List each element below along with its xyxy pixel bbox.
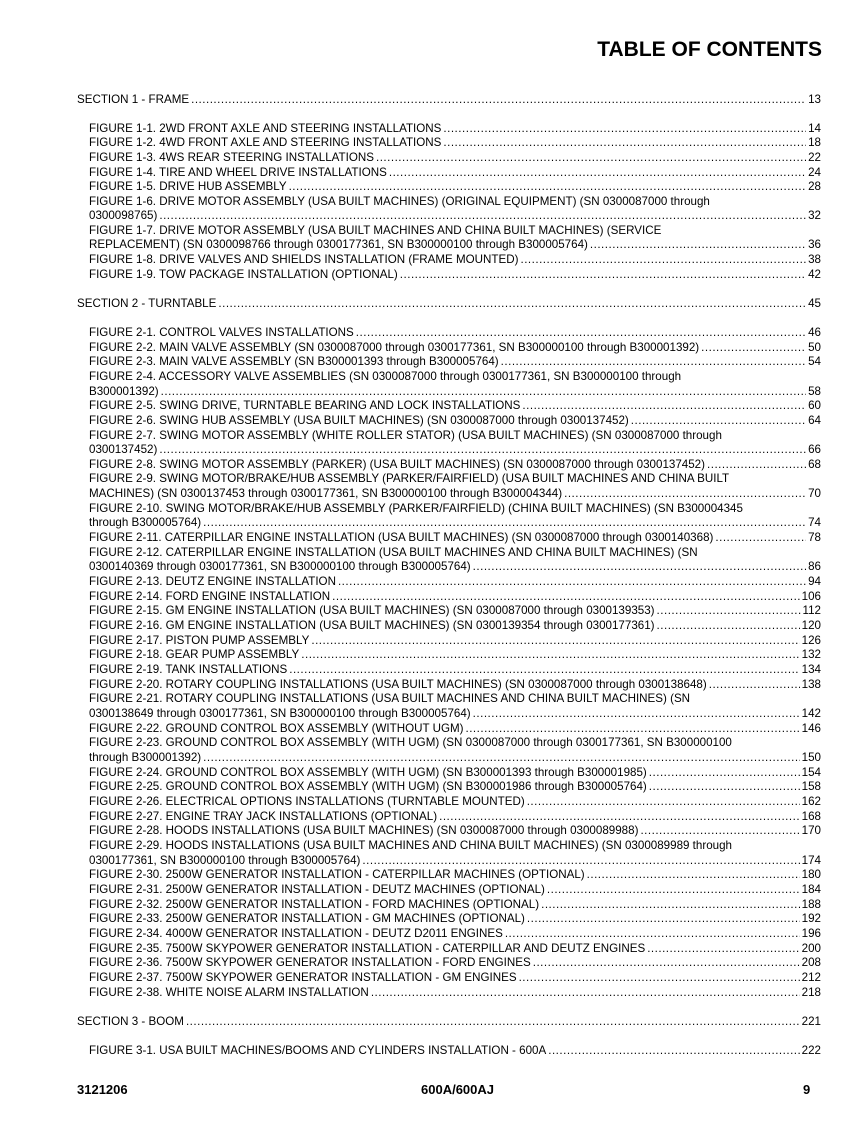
dot-leader	[159, 209, 806, 223]
toc-figure-entry[interactable]	[89, 355, 821, 369]
toc-page-number: 120	[801, 619, 821, 632]
dot-leader	[522, 399, 806, 413]
dot-leader	[590, 238, 806, 252]
toc-entry-line	[89, 370, 681, 384]
dot-leader	[527, 795, 800, 809]
toc-figure-entry[interactable]	[89, 722, 821, 736]
dot-leader	[541, 898, 800, 912]
toc-entry-text: 0300098765)	[89, 209, 158, 222]
toc-page-number: 64	[808, 414, 821, 427]
dot-leader	[356, 326, 806, 340]
toc-figure-entry[interactable]	[89, 927, 821, 941]
toc-entry-text: SECTION 1 - FRAME	[77, 93, 190, 106]
toc-page-number: 70	[808, 487, 821, 500]
toc-page-number: 42	[808, 268, 821, 281]
toc-page-number: 170	[801, 824, 821, 837]
toc-entry-text: FIGURE 1-2. 4WD FRONT AXLE AND STEERING INSTALLATIONS	[89, 136, 442, 149]
dot-leader	[520, 253, 806, 267]
dot-leader	[649, 766, 800, 780]
toc-page-number: 22	[808, 151, 821, 164]
toc-entry-text: FIGURE 2-33. 2500W GENERATOR INSTALLATION - GM MACHINES (OPTIONAL)	[89, 912, 525, 925]
toc-figure-entry[interactable]	[89, 341, 821, 355]
toc-entry-text: 0300138649 through 0300177361, SN B300000100 through B300005764)	[89, 707, 471, 720]
toc-entry-text: FIGURE 2-27. ENGINE TRAY JACK INSTALLATIONS (OPTIONAL)	[89, 810, 438, 823]
toc-figure-entry[interactable]	[89, 634, 821, 648]
toc-entry-text: FIGURE 1-1. 2WD FRONT AXLE AND STEERING INSTALLATIONS	[89, 122, 442, 135]
toc-entry-text: FIGURE 2-30. 2500W GENERATOR INSTALLATION - CATERPILLAR MACHINES (OPTIONAL)	[89, 868, 585, 881]
dot-leader	[376, 151, 806, 165]
dot-leader	[587, 868, 800, 882]
dot-leader	[203, 516, 806, 530]
dot-leader	[505, 927, 800, 941]
dot-leader	[332, 590, 800, 604]
toc-figure-entry[interactable]	[89, 487, 821, 501]
toc-figure-entry[interactable]	[89, 942, 821, 956]
toc-entry-text: FIGURE 1-4. TIRE AND WHEEL DRIVE INSTALLATIONS	[89, 166, 387, 179]
dot-leader	[547, 883, 800, 897]
toc-entry-text: FIGURE 2-25. GROUND CONTROL BOX ASSEMBLY (WITH UGM) (SN B300001986 through B300005764)	[89, 780, 647, 793]
toc-entry-text: FIGURE 1-3. 4WS REAR STEERING INSTALLATIONS	[89, 151, 374, 164]
dot-leader	[186, 1015, 800, 1029]
toc-section-entry[interactable]	[77, 1015, 821, 1029]
toc-entry-text: 0300140369 through 0300177361, SN B300000100 through B300005764)	[89, 560, 471, 573]
dot-leader	[159, 443, 806, 457]
toc-page-number: 68	[808, 458, 821, 471]
toc-page-number: 146	[801, 722, 821, 735]
dot-leader	[701, 341, 806, 355]
toc-entry-text: FIGURE 2-14. FORD ENGINE INSTALLATION	[89, 590, 331, 603]
toc-section-entry[interactable]	[77, 297, 821, 311]
toc-page-number: 78	[808, 531, 821, 544]
toc-page-number: 18	[808, 136, 821, 149]
dot-leader	[548, 1044, 799, 1058]
toc-entry-text: FIGURE 2-13. DEUTZ ENGINE INSTALLATION	[89, 575, 336, 588]
dot-leader	[443, 122, 806, 136]
toc-entry-text: FIGURE 2-26. ELECTRICAL OPTIONS INSTALLATIONS (TURNTABLE MOUNTED)	[89, 795, 525, 808]
toc-figure-entry[interactable]	[89, 795, 821, 809]
toc-entry-text: FIGURE 2-17. PISTON PUMP ASSEMBLY	[89, 634, 310, 647]
dot-leader	[289, 180, 807, 194]
toc-page-number: 158	[801, 780, 821, 793]
toc-entry-text: FIGURE 2-4. ACCESSORY VALVE ASSEMBLIES (SN 0300087000 through 0300177361, SN B300000100 through	[89, 370, 682, 383]
dot-leader	[400, 268, 806, 282]
dot-leader	[564, 487, 806, 501]
dot-leader	[709, 678, 800, 692]
toc-entry-text: FIGURE 2-36. 7500W SKYPOWER GENERATOR INSTALLATION - FORD ENGINES	[89, 956, 531, 969]
dot-leader	[389, 166, 806, 180]
dot-leader	[533, 956, 800, 970]
toc-page-number: 24	[808, 166, 821, 179]
toc-entry-text: FIGURE 2-23. GROUND CONTROL BOX ASSEMBLY (WITH UGM) (SN 0300087000 through 0300177361, SN B300000100	[89, 736, 732, 749]
toc-entry-text: FIGURE 2-6. SWING HUB ASSEMBLY (USA BUILT MACHINES) (SN 0300087000 through 0300137452)	[89, 414, 629, 427]
toc-entry-text: FIGURE 1-7. DRIVE MOTOR ASSEMBLY (USA BUILT MACHINES AND CHINA BUILT MACHINES) (SERVICE	[89, 224, 662, 237]
toc-entry-text: FIGURE 2-18. GEAR PUMP ASSEMBLY	[89, 648, 300, 661]
toc-page-number: 14	[808, 122, 821, 135]
toc-figure-entry[interactable]	[89, 678, 821, 692]
dot-leader	[338, 575, 806, 589]
toc-entry-line	[89, 839, 732, 853]
toc-figure-entry[interactable]	[89, 136, 821, 150]
toc-entry-text: FIGURE 2-35. 7500W SKYPOWER GENERATOR INSTALLATION - CATERPILLAR AND DEUTZ ENGINES	[89, 942, 646, 955]
toc-figure-entry[interactable]	[89, 326, 821, 340]
toc-entry-text: SECTION 2 - TURNTABLE	[77, 297, 217, 310]
toc-entry-line	[89, 692, 690, 706]
toc-page-number: 66	[808, 443, 821, 456]
toc-figure-entry[interactable]	[89, 458, 821, 472]
toc-entry-text: FIGURE 2-2. MAIN VALVE ASSEMBLY (SN 0300087000 through 0300177361, SN B300000100 through B300001392)	[89, 341, 700, 354]
toc-figure-entry[interactable]	[89, 854, 821, 868]
toc-page-number: 168	[801, 810, 821, 823]
toc-entry-text: MACHINES) (SN 0300137453 through 0300177361, SN B300000100 through B300004344)	[89, 487, 563, 500]
footer-model: 600A/600AJ	[421, 1082, 494, 1097]
dot-leader	[631, 414, 806, 428]
toc-figure-entry[interactable]	[89, 604, 821, 618]
dot-leader	[519, 971, 800, 985]
toc-entry-text: FIGURE 2-3. MAIN VALVE ASSEMBLY (SN B300001393 through B300005764)	[89, 355, 499, 368]
toc-entry-text: FIGURE 2-31. 2500W GENERATOR INSTALLATION - DEUTZ MACHINES (OPTIONAL)	[89, 883, 545, 896]
toc-figure-entry[interactable]	[89, 619, 821, 633]
dot-leader	[301, 648, 799, 662]
toc-entry-text: FIGURE 2-11. CATERPILLAR ENGINE INSTALLATION (USA BUILT MACHINES) (SN 0300087000 through 0300140368)	[89, 531, 714, 544]
dot-leader	[371, 986, 800, 1000]
toc-entry-text: B300001392)	[89, 385, 159, 398]
toc-entry-text: FIGURE 2-29. HOODS INSTALLATIONS (USA BUILT MACHINES AND CHINA BUILT MACHINES) (SN 0300089989 through	[89, 839, 733, 852]
toc-entry-text: 0300177361, SN B300000100 through B300005764)	[89, 854, 361, 867]
toc-page-number: 188	[801, 898, 821, 911]
dot-leader	[203, 751, 799, 765]
toc-page-number: 126	[801, 634, 821, 647]
dot-leader	[715, 531, 806, 545]
toc-entry-line	[89, 736, 732, 750]
toc-page-number: 150	[801, 751, 821, 764]
dot-leader	[289, 663, 799, 677]
toc-page-number: 222	[801, 1044, 821, 1057]
toc-entry-text: FIGURE 2-24. GROUND CONTROL BOX ASSEMBLY (WITH UGM) (SN B300001393 through B300001985)	[89, 766, 647, 779]
toc-figure-entry[interactable]	[89, 663, 821, 677]
toc-page-number: 221	[801, 1015, 821, 1028]
dot-leader	[707, 458, 806, 472]
toc-page-number: 138	[801, 678, 821, 691]
toc-page-number: 38	[808, 253, 821, 266]
toc-entry-text: FIGURE 2-16. GM ENGINE INSTALLATION (USA BUILT MACHINES) (SN 0300139354 through 0300177361)	[89, 619, 655, 632]
toc-page-number: 154	[801, 766, 821, 779]
toc-figure-entry[interactable]	[89, 971, 821, 985]
toc-page-number: 45	[808, 297, 821, 310]
toc-page-number: 208	[801, 956, 821, 969]
toc-section-entry[interactable]	[77, 93, 821, 107]
dot-leader	[465, 722, 799, 736]
toc-page-number: 162	[801, 795, 821, 808]
toc-page-number: 174	[801, 854, 821, 867]
toc-page-number: 196	[801, 927, 821, 940]
toc-page-number: 180	[801, 868, 821, 881]
toc-entry-text: FIGURE 2-15. GM ENGINE INSTALLATION (USA BUILT MACHINES) (SN 0300087000 through 0300139353)	[89, 604, 655, 617]
dot-leader	[647, 942, 799, 956]
toc-entry-text: FIGURE 2-37. 7500W SKYPOWER GENERATOR INSTALLATION - GM ENGINES	[89, 971, 517, 984]
dot-leader	[161, 385, 806, 399]
toc-figure-entry[interactable]	[89, 810, 821, 824]
toc-figure-entry[interactable]	[89, 122, 821, 136]
toc-figure-entry[interactable]	[89, 824, 821, 838]
toc-figure-entry[interactable]	[89, 956, 821, 970]
toc-entry-line	[89, 429, 722, 443]
toc-entry-line	[89, 546, 698, 560]
toc-figure-entry[interactable]	[89, 414, 821, 428]
toc-entry-text: FIGURE 2-19. TANK INSTALLATIONS	[89, 663, 288, 676]
toc-entry-text: FIGURE 1-6. DRIVE MOTOR ASSEMBLY (USA BUILT MACHINES) (ORIGINAL EQUIPMENT) (SN 0300087000 through	[89, 195, 710, 208]
dot-leader	[501, 355, 806, 369]
dot-leader	[443, 136, 806, 150]
toc-figure-entry[interactable]	[89, 531, 821, 545]
toc-entry-text: 0300137452)	[89, 443, 158, 456]
toc-figure-entry[interactable]	[89, 868, 821, 882]
toc-page-number: 212	[801, 971, 821, 984]
toc-figure-entry[interactable]	[89, 751, 821, 765]
toc-figure-entry[interactable]	[89, 1044, 821, 1058]
toc-figure-entry[interactable]	[89, 238, 821, 252]
toc-figure-entry[interactable]	[89, 151, 821, 165]
toc-page-number: 60	[808, 399, 821, 412]
toc-page-number: 58	[808, 385, 821, 398]
toc-entry-text: FIGURE 2-32. 2500W GENERATOR INSTALLATION - FORD MACHINES (OPTIONAL)	[89, 898, 540, 911]
toc-entry-text: FIGURE 2-8. SWING MOTOR ASSEMBLY (PARKER) (USA BUILT MACHINES) (SN 0300087000 through 0300137452)	[89, 458, 705, 471]
toc-figure-entry[interactable]	[89, 590, 821, 604]
dot-leader	[362, 854, 799, 868]
toc-page-number: 28	[808, 180, 821, 193]
toc-page-number: 218	[801, 986, 821, 999]
toc-entry-text: FIGURE 2-38. WHITE NOISE ALARM INSTALLATION	[89, 986, 369, 999]
toc-page-number: 94	[808, 575, 821, 588]
toc-page-number: 86	[808, 560, 821, 573]
toc-entry-line	[89, 472, 729, 486]
toc-figure-entry[interactable]	[89, 912, 821, 926]
toc-figure-entry[interactable]	[89, 253, 821, 267]
toc-page-number: 46	[808, 326, 821, 339]
toc-entry-text: FIGURE 2-9. SWING MOTOR/BRAKE/HUB ASSEMBLY (PARKER/FAIRFIELD) (USA BUILT MACHINES AND CHINA BUILT	[89, 472, 730, 485]
toc-entry-text: SECTION 3 - BOOM	[77, 1015, 184, 1028]
dot-leader	[473, 560, 806, 574]
toc-page-number: 132	[801, 648, 821, 661]
toc-figure-entry[interactable]	[89, 166, 821, 180]
toc-entry-text: FIGURE 1-8. DRIVE VALVES AND SHIELDS INSTALLATION (FRAME MOUNTED)	[89, 253, 519, 266]
toc-figure-entry[interactable]	[89, 268, 821, 282]
toc-figure-entry[interactable]	[89, 780, 821, 794]
toc-entry-line	[89, 502, 743, 516]
dot-leader	[657, 619, 800, 633]
dot-leader	[311, 634, 799, 648]
toc-entry-text: FIGURE 3-1. USA BUILT MACHINES/BOOMS AND CYLINDERS INSTALLATION - 600A	[89, 1044, 547, 1057]
toc-entry-text: FIGURE 2-28. HOODS INSTALLATIONS (USA BUILT MACHINES) (SN 0300087000 through 0300089988)	[89, 824, 639, 837]
dot-leader	[218, 297, 806, 311]
dot-leader	[439, 810, 800, 824]
footer-doc-number: 3121206	[77, 1082, 128, 1097]
toc-figure-entry[interactable]	[89, 180, 821, 194]
toc-page-number: 13	[808, 93, 821, 106]
toc-entry-text: FIGURE 2-22. GROUND CONTROL BOX ASSEMBLY (WITHOUT UGM)	[89, 722, 464, 735]
toc-entry-text: FIGURE 2-20. ROTARY COUPLING INSTALLATIONS (USA BUILT MACHINES) (SN 0300087000 through 0300138648)	[89, 678, 707, 691]
dot-leader	[191, 93, 806, 107]
toc-figure-entry[interactable]	[89, 648, 821, 662]
toc-figure-entry[interactable]	[89, 209, 821, 223]
toc-figure-entry[interactable]	[89, 766, 821, 780]
dot-leader	[649, 780, 800, 794]
toc-entry-text: FIGURE 1-5. DRIVE HUB ASSEMBLY	[89, 180, 287, 193]
toc-entry-text: FIGURE 2-5. SWING DRIVE, TURNTABLE BEARING AND LOCK INSTALLATIONS	[89, 399, 521, 412]
toc-page-number: 106	[801, 590, 821, 603]
footer-page-number: 9	[803, 1082, 811, 1097]
toc-entry-text: through B300001392)	[89, 751, 202, 764]
toc-page-number: 200	[801, 942, 821, 955]
toc-page-number: 112	[802, 604, 821, 617]
toc-figure-entry[interactable]	[89, 575, 821, 589]
dot-leader	[473, 707, 800, 721]
toc-figure-entry[interactable]	[89, 883, 821, 897]
toc-page-number: 54	[808, 355, 821, 368]
toc-entry-line	[89, 224, 661, 238]
toc-page-number: 192	[801, 912, 821, 925]
toc-entry-text: through B300005764)	[89, 516, 202, 529]
toc-figure-entry[interactable]	[89, 399, 821, 413]
toc-page-number: 32	[808, 209, 821, 222]
toc-figure-entry[interactable]	[89, 898, 821, 912]
toc-entry-text: FIGURE 2-12. CATERPILLAR ENGINE INSTALLATION (USA BUILT MACHINES AND CHINA BUILT MACHINES) (SN	[89, 546, 698, 559]
toc-entry-text: FIGURE 2-10. SWING MOTOR/BRAKE/HUB ASSEMBLY (PARKER/FAIRFIELD) (CHINA BUILT MACHINES) (SN B300004345	[89, 502, 743, 515]
toc-entry-text: FIGURE 2-7. SWING MOTOR ASSEMBLY (WHITE ROLLER STATOR) (USA BUILT MACHINES) (SN 0300087000 through	[89, 429, 722, 442]
toc-page-number: 36	[808, 238, 821, 251]
toc-entry-text: REPLACEMENT) (SN 0300098766 through 0300177361, SN B300000100 through B300005764)	[89, 238, 588, 251]
toc-entry-text: FIGURE 2-21. ROTARY COUPLING INSTALLATIONS (USA BUILT MACHINES AND CHINA BUILT MACHINES) (SN	[89, 692, 691, 705]
toc-entry-text: FIGURE 1-9. TOW PACKAGE INSTALLATION (OPTIONAL)	[89, 268, 398, 281]
toc-page-number: 74	[808, 516, 821, 529]
toc-figure-entry[interactable]	[89, 516, 821, 530]
toc-page-number: 184	[801, 883, 821, 896]
toc-figure-entry[interactable]	[89, 385, 821, 399]
toc-entry-text: FIGURE 2-1. CONTROL VALVES INSTALLATIONS	[89, 326, 354, 339]
toc-page-number: 50	[808, 341, 821, 354]
dot-leader	[657, 604, 801, 618]
toc-figure-entry[interactable]	[89, 560, 821, 574]
toc-entry-line	[89, 195, 710, 209]
page-title: TABLE OF CONTENTS	[597, 38, 822, 61]
dot-leader	[640, 824, 799, 838]
toc-page-number: 142	[801, 707, 821, 720]
dot-leader	[527, 912, 800, 926]
toc-figure-entry[interactable]	[89, 986, 821, 1000]
toc-figure-entry[interactable]	[89, 443, 821, 457]
toc-entry-text: FIGURE 2-34. 4000W GENERATOR INSTALLATION - DEUTZ D2011 ENGINES	[89, 927, 503, 940]
toc-page-number: 134	[801, 663, 821, 676]
toc-figure-entry[interactable]	[89, 707, 821, 721]
